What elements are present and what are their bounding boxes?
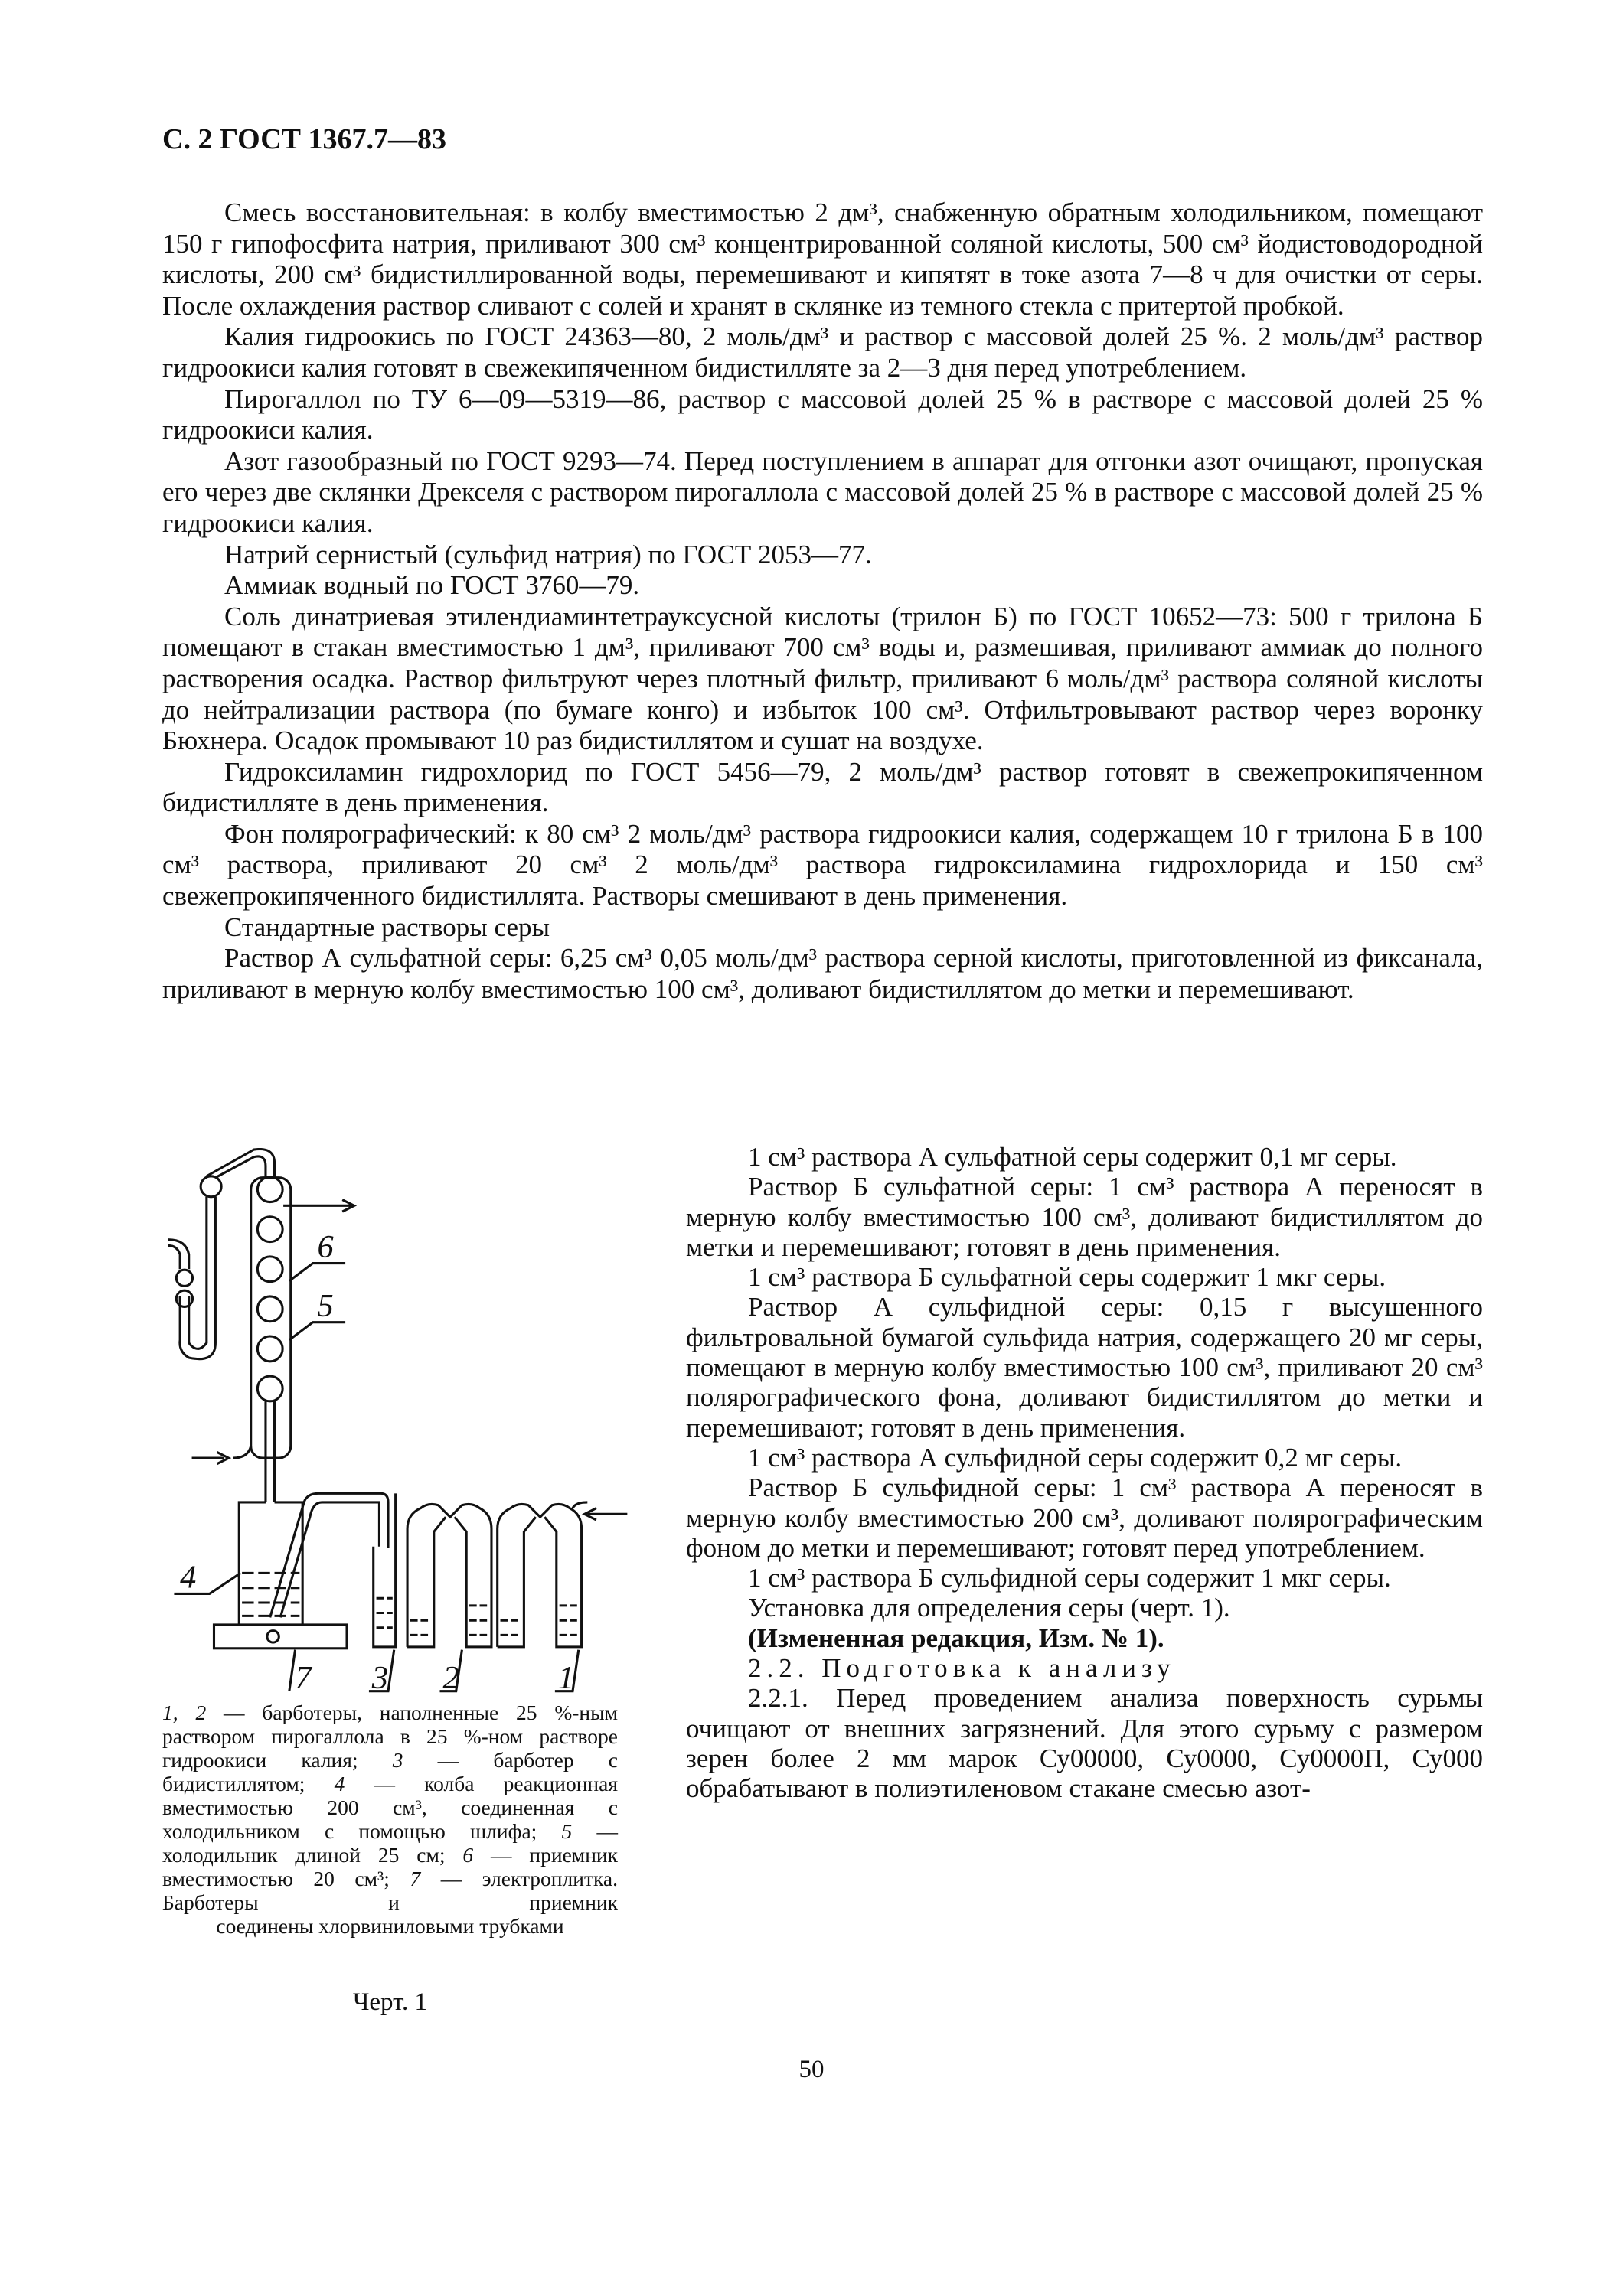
figure-caption [162, 1701, 618, 1938]
caption-last-line: соединены хлорвиниловыми трубками [216, 1914, 564, 1938]
caption-text: — приемник вместимостью 20 см³; [162, 1843, 618, 1890]
label-5: 5 [317, 1287, 334, 1324]
paragraph: Натрий сернистый (сульфид натрия) по ГОСТ 2053—77. [224, 539, 872, 569]
amendment-note: (Измененная редакция, Изм. № 1). [748, 1623, 1164, 1653]
apparatus-figure [162, 1148, 635, 1713]
caption-num: 7 [410, 1867, 421, 1890]
section-heading: 2.2. Подготовка к анализу [748, 1653, 1176, 1684]
paragraph: Смесь восстановительная: в колбу вместимостью 2 дм³, снабженную обратным холодильником, помещают 150 г гипофосфита натрия, приливают 300 см³ концентрированной соляной кислоты, 500 см³ йодистоводородной кислоты, 200 см³ бидистиллированной воды, перемешивают и кипятят в токе азота 7—8 ч для очистки от серы. После охлаждения раствор сливают с солей и хранят в склянке из темного стекла с притертой пробкой. [162, 197, 1483, 321]
page-header: С. 2 ГОСТ 1367.7—83 [162, 123, 446, 155]
caption-num: 3 [392, 1748, 403, 1772]
label-3: 3 [371, 1659, 388, 1696]
label-7: 7 [295, 1659, 312, 1696]
caption-num: 5 [561, 1819, 573, 1843]
caption-text: — колба реакционная вместимостью 200 см³, соединенная с холодильником с помощью шлифа; [162, 1772, 618, 1843]
caption-text: — барботер с бидистиллятом; [162, 1748, 618, 1795]
paragraph: Соль динатриевая этилендиаминтетрауксусной кислоты (трилон Б) по ГОСТ 10652—73: 500 г трилона Б помещают в стакан вместимостью 1 дм³, приливают 700 см³ воды и, размешивая, приливают аммиак до полного растворения осадка. Раствор фильтруют через плотный фильтр, приливают 6 моль/дм³ раствора соляной кислоты до нейтрализации раствора (по бумаге конго) и избыток 100 см³. Отфильтровывают раствор через воронку Бюхнера. Осадок промывают 10 раз бидистиллятом и сушат на воздухе. [162, 601, 1483, 756]
label-1: 1 [557, 1659, 574, 1696]
paragraph: Пирогаллол по ТУ 6—09—5319—86, раствор с массовой долей 25 % в растворе с массовой долей 25 % гидроокиси калия. [162, 383, 1483, 445]
paragraph: 1 см³ раствора Б сульфатной серы содержит 1 мкг серы. [748, 1262, 1386, 1293]
caption-num: 4 [334, 1772, 345, 1795]
paragraph: Стандартные растворы серы [224, 912, 550, 942]
caption-text: — электроплитка. Барботеры и приемник [162, 1867, 618, 1914]
figure-title: Черт. 1 [352, 1988, 428, 2016]
paragraph: 1 см³ раствора А сульфатной серы содержит 0,1 мг серы. [748, 1142, 1397, 1172]
paragraph: Гидроксиламин гидрохлорид по ГОСТ 5456—79, 2 моль/дм³ раствор готовят в свежепрокипяченном бидистилляте в день применения. [162, 756, 1483, 818]
condenser-jacket [251, 1178, 291, 1458]
arrow-out [283, 1200, 354, 1212]
paragraph: Фон полярографический: к 80 см³ 2 моль/дм³ раствора гидроокиси калия, содержащем 10 г трилона Б в 100 см³ раствора, приливают 20 см³ 2 моль/дм³ раствора гидроксиламина гидрохлорида и 150 см³ свежепрокипяченного бидистиллята. Растворы смешивают в день применения. [162, 818, 1483, 912]
page-number: 50 [798, 2056, 825, 2083]
paragraph: Раствор Б сульфатной серы: 1 см³ раствора А переносят в мерную колбу вместимостью 100 см³, доливают бидистиллятом до метки и перемешивают; готовят в день применения. [686, 1172, 1483, 1262]
paragraph: 1 см³ раствора А сульфидной серы содержит 0,2 мг серы. [748, 1442, 1403, 1473]
paragraph: Азот газообразный по ГОСТ 9293—74. Перед поступлением в аппарат для отгонки азот очищают, пропуская его через две склянки Дрекселя с раствором пирогаллола с массовой долей 25 % в растворе с массовой долей 25 % гидроокиси калия. [162, 445, 1483, 538]
arrow-in-right [584, 1508, 627, 1520]
paragraph: Раствор А сульфатной серы: 6,25 см³ 0,05 моль/дм³ раствора серной кислоты, приготовленной из фиксанала, приливают в мерную колбу вместимостью 100 см³, доливают бидистиллятом до метки и перемешивают. [162, 943, 1483, 1004]
bubblers [407, 1502, 587, 1647]
paragraph: 2.2.1. Перед проведением анализа поверхность сурьмы очищают от внешних загрязнений. Для этого сурьму с размером зерен более 2 мм марок Су00000, Су0000, Су0000П, Су000 обрабатывают в полиэтиленовом стакане смесью азот- [686, 1683, 1483, 1804]
arrow-in [192, 1446, 251, 1464]
paragraph: Калия гидроокись по ГОСТ 24363—80, 2 моль/дм³ и раствор с массовой долей 25 %. 2 моль/дм³ раствор гидроокиси калия готовят в свежекипяченном бидистилляте за 2—3 дня перед употреблением. [162, 321, 1483, 383]
receiver-bulbs [257, 1177, 282, 1502]
caption-text: — холодильник длиной 25 см; [162, 1819, 618, 1867]
paragraph: 1 см³ раствора Б сульфидной серы содержит 1 мкг серы. [748, 1563, 1391, 1593]
paragraph: Раствор Б сульфидной серы: 1 см³ раствора А переносят в мерную колбу вместимостью 200 см³, доливают полярографическим фоном до метки и перемешивают; готовят перед употреблением. [686, 1473, 1483, 1563]
top-text [162, 197, 1483, 1005]
caption-text: — барботеры, наполненные 25 %-ным раствором пирогаллола в 25 %-ном растворе гидроокиси калия; [162, 1701, 618, 1772]
label-4: 4 [180, 1559, 197, 1596]
hot-plate [214, 1625, 347, 1649]
caption-num: 1, 2 [162, 1701, 207, 1724]
paragraph: Аммиак водный по ГОСТ 3760—79. [224, 570, 640, 601]
label-2: 2 [442, 1659, 459, 1696]
right-column-text [686, 1142, 1483, 1804]
label-6: 6 [317, 1228, 334, 1265]
caption-num: 6 [462, 1843, 474, 1867]
paragraph: Раствор А сульфидной серы: 0,15 г высушенного фильтровальной бумагой сульфида натрия, содержащего 20 мг серы, помещают в мерную колбу вместимостью 100 см³, приливают 20 см³ полярографического фона, доливают бидистиллятом до метки и перемешивают; готовят в день применения. [686, 1292, 1483, 1443]
reaction-flask [239, 1502, 302, 1625]
paragraph: Установка для определения серы (черт. 1). [748, 1593, 1230, 1623]
